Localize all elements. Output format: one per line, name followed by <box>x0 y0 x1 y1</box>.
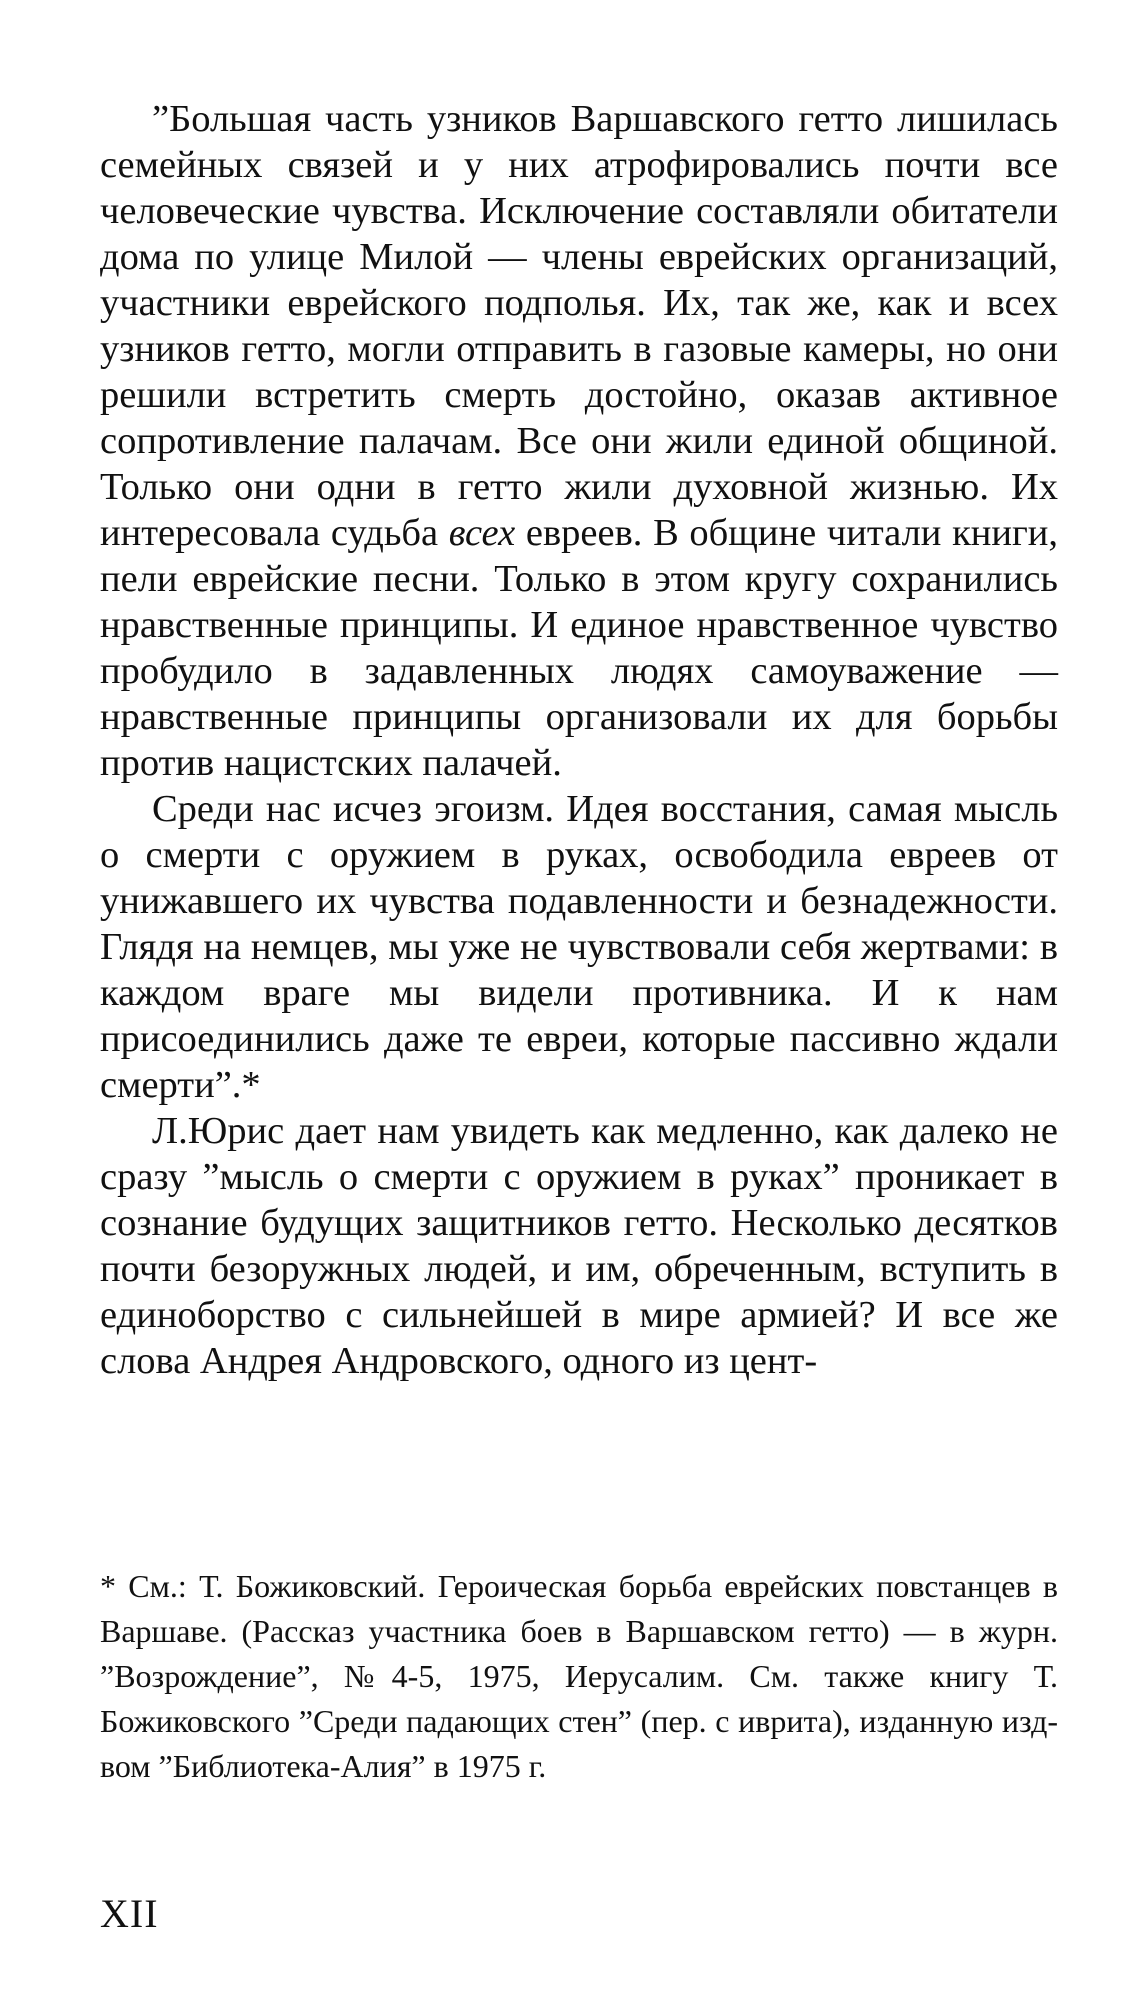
paragraph-1-text-before: ”Большая часть узников Варшавского гетто лишилась семейных связей и у них атрофировались почти все человеческие чувства. Исключение составляли обитатели дома по улице Милой — члены еврейских организаций, участники еврейского подполья. Их, так же, как и всех узников гетто, могли отправить в газовые камеры, но они решили встретить смерть достойно, оказав активное сопротивление палачам. Все они жили единой общиной. Только они одни в гетто жили духовной жизнью. Их интересовала судьба <box>100 98 1058 554</box>
footnote: * См.: Т. Божиковский. Героическая борьба еврейских повстанцев в Варшаве. (Рассказ участника боев в Варшавском гетто) — в журн. ”Возрождение”, №4-5, 1975, Иерусалим. См. также книгу Т. Божиковского ”Среди падающих стен” (пер. с иврита), изданную изд-вом ”Библиотека-Алия” в 1975 г. <box>100 1568 1058 1784</box>
paragraph-1-text-after: евреев. В общине читали книги, пели еврейские песни. Только в этом кругу сохранились нравственные принципы. И единое нравственное чувство пробудило в задавленных людях самоуважение — нравственные принципы организовали их для борьбы против нацистских палачей. <box>100 512 1059 784</box>
main-text-block <box>100 96 1058 1384</box>
page-number: XII <box>100 1891 159 1936</box>
paragraph-1 <box>100 96 1058 786</box>
paragraph-3: Л.Юрис дает нам увидеть как медленно, как далеко не сразу ”мысль о смерти с оружием в руках” проникает в сознание будущих защитников гетто. Несколько десятков почти безоружных людей, и им, обреченным, вступить в единоборство с сильнейшей в мире армией? И все же слова Андрея Андровского, одного из цент- <box>100 1110 1058 1382</box>
paragraph-2: Среди нас исчез эгоизм. Идея восстания, самая мысль о смерти с оружием в руках, освободила евреев от унижавшего их чувства подавленности и безнадежности. Глядя на немцев, мы уже не чувствовали себя жертвами: в каждом враге мы видели противника. И к нам присоединились даже те евреи, которые пассивно ждали смерти”.* <box>100 788 1058 1106</box>
body-text <box>100 96 1058 1384</box>
paragraph-1-italic-word: всех <box>448 512 516 554</box>
